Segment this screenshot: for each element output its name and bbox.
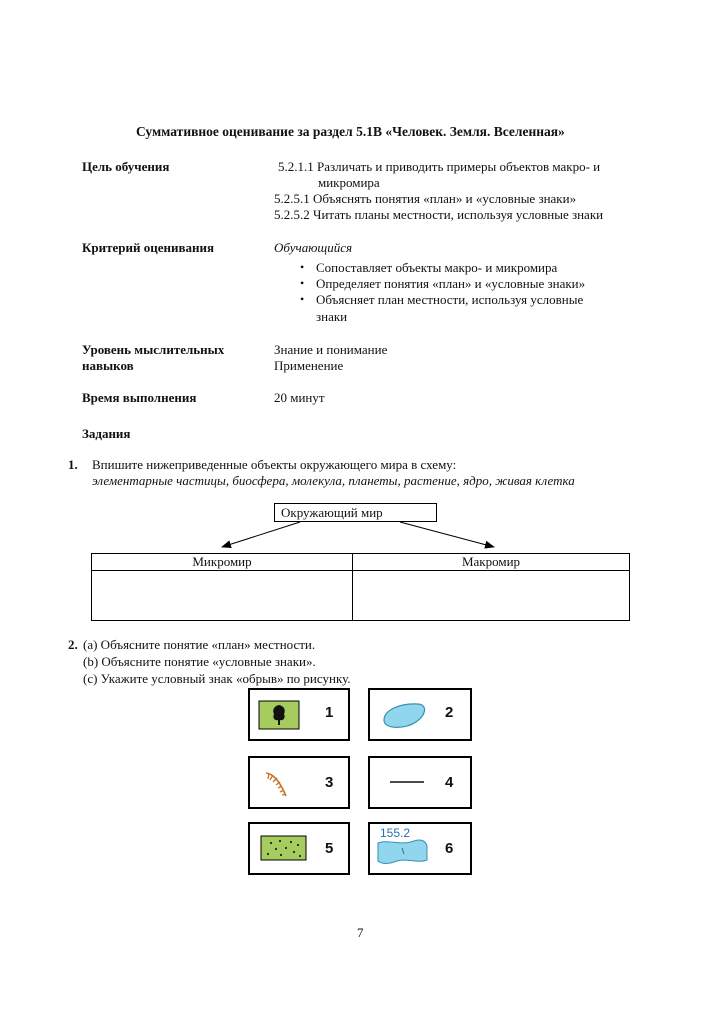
symbol-number-2: 2 [445, 704, 454, 721]
symbol-number-5: 5 [325, 840, 334, 857]
symbol-card-4 [368, 756, 472, 809]
lake-symbol-icon [370, 690, 469, 738]
criteria-intro: Обучающийся [274, 240, 353, 255]
goal-line-4: 5.2.5.2 Читать планы местности, используя условные знаки [274, 207, 604, 222]
criteria-label: Критерий оценивания [82, 240, 215, 255]
table-header-divider [92, 570, 629, 571]
level-label-2: навыков [82, 358, 134, 373]
symbol-number-1: 1 [325, 704, 334, 721]
symbol-card-3 [248, 756, 350, 809]
symbol-number-6: 6 [445, 840, 454, 857]
task1-items: элементарные частицы, биосфера, молекула, планеты, растение, ядро, живая клетка [92, 473, 575, 488]
page-title: Суммативное оценивание за раздел 5.1В «Человек. Земля. Вселенная» [136, 124, 565, 139]
level-label-1: Уровень мыслительных [82, 342, 225, 357]
criteria-item-3-cont: знаки [316, 309, 348, 324]
arrow-to-micro [222, 522, 300, 547]
level-value-2: Применение [274, 358, 344, 373]
symbol-card-5 [248, 822, 350, 875]
criteria-item-1: • Сопоставляет объекты макро- и микромира [316, 260, 557, 276]
time-value: 20 минут [274, 390, 325, 405]
arrow-to-macro [400, 522, 494, 547]
goal-line-3: 5.2.5.1 Объяснять понятия «план» и «условные знаки» [274, 191, 577, 206]
task2-part-b: (b) Объясните понятие «условные знаки». [83, 654, 316, 669]
task1-number: 1. [68, 457, 78, 472]
criteria-item-3: • Объясняет план местности, используя условные [316, 292, 583, 308]
task2-part-a: (a) Объясните понятие «план» местности. [83, 637, 316, 652]
goal-label: Цель обучения [82, 159, 170, 174]
goal-line-1: 5.2.1.1 Различать и приводить примеры объектов макро- и [278, 159, 601, 174]
symbol-card-1 [248, 688, 350, 741]
elevation-label: 155.2 [380, 826, 411, 840]
macro-answer-cell[interactable] [355, 572, 627, 618]
task2-part-c: (c) Укажите условный знак «обрыв» по рисунку. [83, 671, 351, 686]
line-symbol-icon [370, 758, 469, 806]
tasks-label: Задания [82, 426, 131, 441]
task2-number: 2. [68, 637, 78, 652]
criteria-item-2: • Определяет понятия «план» и «условные знаки» [316, 276, 585, 292]
level-value-1: Знание и понимание [274, 342, 388, 357]
symbol-card-6 [368, 822, 472, 875]
column-micro-header: Микромир [192, 554, 252, 569]
page-number: 7 [357, 925, 364, 940]
column-macro-header: Макромир [461, 554, 521, 569]
symbol-number-4: 4 [445, 774, 454, 791]
symbol-number-3: 3 [325, 774, 334, 791]
micro-answer-cell[interactable] [94, 572, 350, 618]
symbol-card-2 [368, 688, 472, 741]
goal-line-2: микромира [318, 175, 380, 190]
diagram-table [91, 553, 630, 621]
task1-text: Впишите нижеприведенные объекты окружающего мира в схему: [92, 457, 457, 472]
time-label: Время выполнения [82, 390, 197, 405]
diagram-root-label: Окружающий мир [281, 505, 383, 520]
